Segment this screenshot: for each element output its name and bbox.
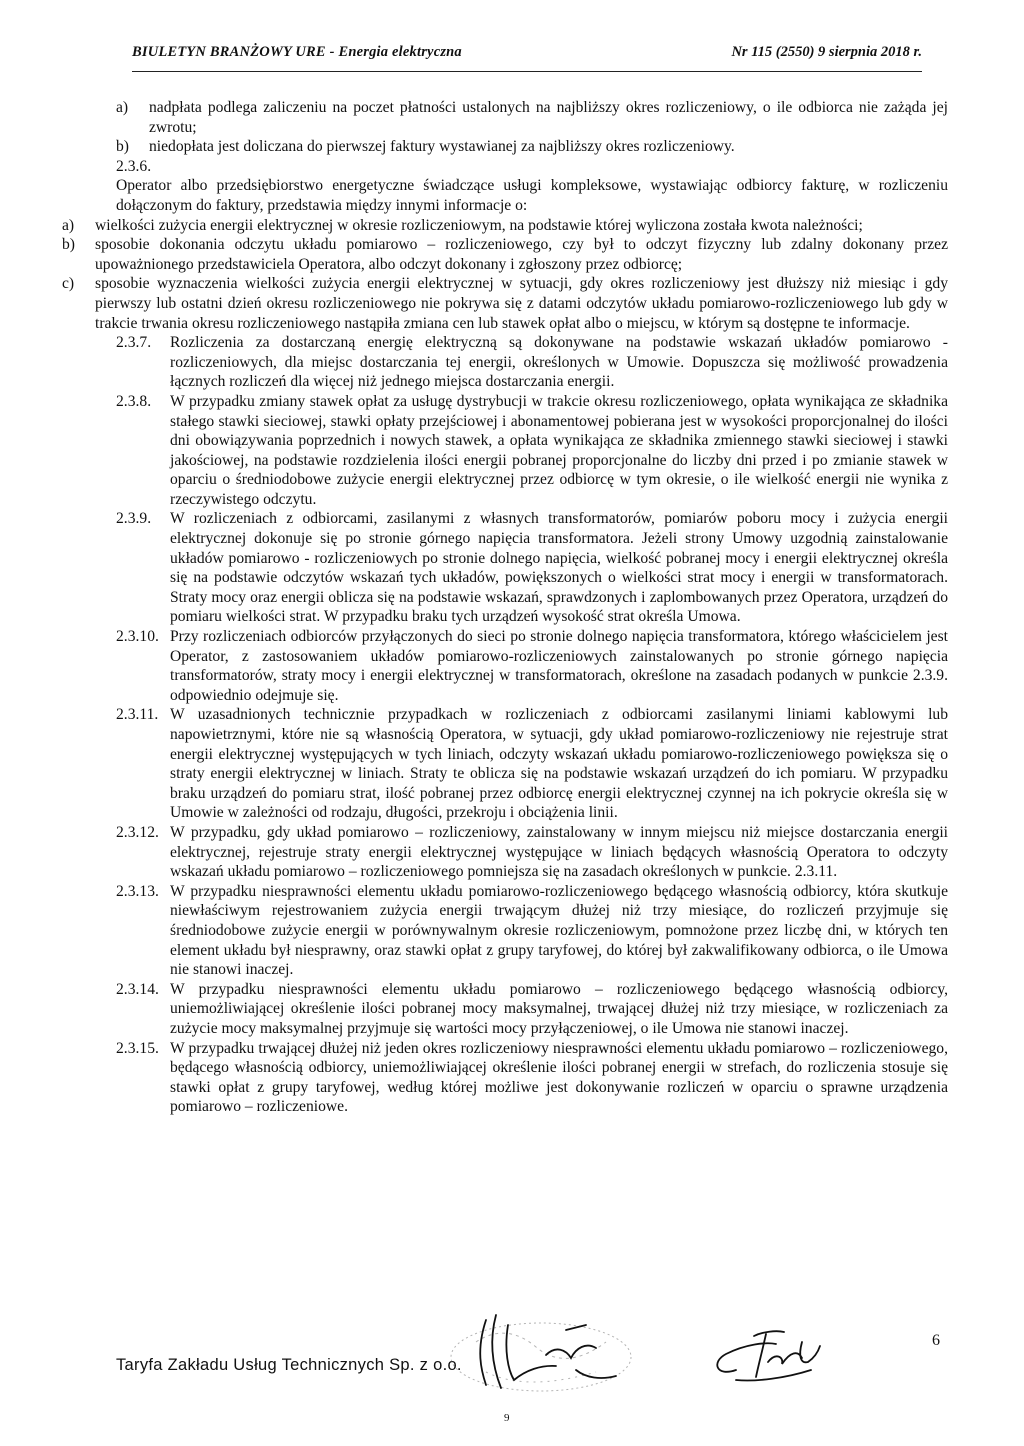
- section-paragraph: [116, 705, 948, 823]
- section-text: W przypadku niesprawności elementu układu pomiarowo – rozliczeniowego będącego własnością odbiorcy, uniemożliwiającej określenie ilości pobranej mocy maksymalnej, trwającej dłużej niż trzy miesiące, w rozliczeniach za zużycie mocy maksymalnej przyjmuje się wartości mocy przyłączeniowej, o ile Umowa nie stanowi inaczej.: [170, 980, 948, 1037]
- section-text: W przypadku niesprawności elementu układu pomiarowo-rozliczeniowego będącego własnością odbiorcy, która skutkuje niewłaściwym rejestrowaniem zużycia energii trwającym dłużej niż trzy miesiące, do rozliczeń przyjmuje się średniodobowe zużycie energii w porównywalnym okresie rozliczeniowym, pomnożone przez liczbę dni, w których ten element układu był niesprawny, oraz stawki opłat z grupy taryfowej, do której był zakwalifikowany odbiorca, o ile Umowa nie stanowi inaczej.: [170, 882, 948, 979]
- section-text: W przypadku trwającej dłużej niż jeden okres rozliczeniowy niesprawności elementu układu pomiarowo – rozliczeniowego, będącego własnością odbiorcy, uniemożliwiającej określenie ilości pobranej energii w strefach, do rozliczenia stosuje się stawki opłat z grupy taryfowej, według której możliwe jest dokonywanie rozliczeń w oparciu o sprawne urządzenia pomiarowo – rozliczeniowe.: [170, 1039, 948, 1116]
- signature-right: [706, 1322, 836, 1392]
- document-body: [62, 98, 948, 1117]
- section-body: [170, 705, 948, 823]
- section-body: [170, 627, 948, 705]
- section-paragraph: [116, 1039, 948, 1117]
- intro-list: [116, 98, 948, 157]
- section-text: Rozliczenia za dostarczaną energię elektryczną są dokonywane na podstawie wskazań układów pomiarowo - rozliczeniowych, dla miejsc dostarczania tej energii, określonych w Umowie. Dopuszcza się możliwość prowadzenia łącznych rozliczeń dla więcej niż jednego miejsca dostarczania energii.: [170, 334, 948, 391]
- header-rule: [132, 71, 922, 72]
- page-header: [132, 40, 922, 66]
- section-number: 2.3.12.: [116, 823, 159, 841]
- section-body: [170, 823, 948, 882]
- section-number: 2.3.13.: [116, 882, 159, 900]
- section-paragraph: [116, 627, 948, 705]
- section-text: W przypadku zmiany stawek opłat za usługę dystrybucji w trakcie okresu rozliczeniowego, opłata wynikająca ze składnika stałego stawki sieciowej, stawki opłaty przejściowej i abonamentowej pobierana jest w wysokości proporcjonalnej do ilości dni obowiązywania poprzednich i nowych stawek, a opłata wynikająca ze składnika zmiennego stawki sieciowej i stawki jakościowej, na podstawie rozdzielenia ilości energii pobranej proporcjonalne do liczby dni przed i po zmianie stawek w oparciu o średniodobowe zużycie energii elektrycznej przez odbiorcę w tym okresie, o ile wielkość energii nie wynika z rzeczywistego odczytu.: [170, 392, 948, 508]
- section-text: W przypadku, gdy układ pomiarowo – rozliczeniowy, zainstalowany w innym miejscu niż miejsce dostarczania energii elektrycznej, rejestruje straty energii elektrycznej występujące w liniach będących własnością Operatora to odczyty wskazań układu pomiarowo – rozliczeniowego pomniejsza się na zasadach określonych w punkcie. 2.3.11.: [170, 823, 948, 881]
- bulletin-title: BIULETYN BRANŻOWY URE - Energia elektryczna: [132, 44, 462, 60]
- list-item: [62, 216, 948, 236]
- section-text: Przy rozliczeniach odbiorców przyłączonych do sieci po stronie dolnego napięcia transformatora, którego właścicielem jest Operator, z zastosowaniem układów pomiarowo-rozliczeniowych zainstalowanych po stronie górnego napięcia transformatorów, straty mocy i energii elektrycznej w transformatorach, określone na zasadach podanych w punkcie 2.3.9. odpowiednio odejmuje się.: [170, 628, 948, 704]
- section-text: W rozliczeniach z odbiorcami, zasilanymi z własnych transformatorów, pomiarów poboru mocy i zużycia energii elektrycznej dokonuje się po stronie górnego napięcia transformatora. Jeżeli strony Umowy uzgodnią zainstalowanie układów pomiarowo - rozliczeniowych po stronie dolnego napięcia, wielkość pobranej mocy i energii elektrycznej określa się na podstawie odczytów wskazań tych układów, powiększonych o wielkości strat mocy i energii w transformatorach. Straty mocy oraz energii oblicza się na podstawie wskazań, sprawdzonych i zaplombowanych przez Operatora, urządzeń do pomiaru wielkości strat. W przypadku braku tych urządzeń wysokość strat określa Umowa.: [170, 510, 948, 626]
- section-number: 2.3.9.: [116, 510, 152, 528]
- page-footer: [116, 1332, 948, 1424]
- list-item: [62, 274, 948, 333]
- list-item-label: a): [62, 216, 75, 234]
- list-item-label: b): [116, 138, 129, 156]
- section-body: [62, 176, 948, 333]
- list-item-label: a): [116, 99, 129, 116]
- section-paragraph: [116, 823, 948, 882]
- section-text: W uzasadnionych technicznie przypadkach w rozliczeniach z odbiorcami zasilanymi liniami kablowymi lub napowietrznymi, które nie są własnością Operatora, w sytuacji, gdy układ pomiarowo-rozliczeniowy nie rejestruje strat energii elektrycznej występujących w tych liniach, odczyty wskazań układu pomiarowo-rozliczeniowego powiększa się o straty energii elektrycznej w liniach. Straty te oblicza się na podstawie wskazań urządzeń do ich pomiaru. W przypadku braku urządzeń do pomiaru strat, ilość pobranej przez odbiorcę energii elektrycznej czynnej na ich pokrycie określa się w Umowie w zależności od rodzaju, długości, przekroju i obciążenia linii.: [170, 706, 948, 822]
- section-paragraph: [62, 157, 948, 333]
- section-body: [170, 392, 948, 510]
- list-item-text: niedopłata jest doliczana do pierwszej faktury wystawianej za najbliższy okres rozliczeniowy.: [149, 138, 735, 156]
- list-item-label: c): [62, 275, 75, 293]
- section-body: [170, 980, 948, 1039]
- list-item-text: sposobie wyznaczenia wielkości zużycia energii elektrycznej w sytuacji, gdy okres rozliczeniowy jest dłuższy niż miesiąc i gdy pierwszy lub ostatni dzień okresu rozliczeniowego nie pokrywa się z datami odczytów układu pomiarowo-rozliczeniowego lub gdy w trakcie trwania okresu rozliczeniowego nastąpiła zmiana cen lub stawek opłat albo o miejscu, w którym są dostępne te informacje.: [95, 275, 948, 332]
- list-item-text: sposobie dokonania odczytu układu pomiarowo – rozliczeniowego, czy był to odczyt fizyczny lub zdalny dokonany przez upoważnionego przedstawiciela Operatora, albo odczyt dokonany i zgłoszony przez odbiorcę;: [95, 236, 948, 273]
- section-number: 2.3.10.: [116, 628, 159, 646]
- signature-middle: [446, 1300, 626, 1400]
- section-text: Operator albo przedsiębiorstwo energetyczne świadczące usługi kompleksowe, wystawiając odbiorcy fakturę, w rozliczeniu dołączonym do faktury, przedstawia między innymi informacje o:: [116, 177, 948, 214]
- list-item: [62, 235, 948, 274]
- section-number: 2.3.14.: [116, 980, 159, 998]
- list-item: [116, 98, 948, 137]
- sections-list: [62, 157, 948, 1117]
- list-item: [116, 137, 948, 157]
- section-number: 2.3.6.: [116, 157, 152, 175]
- section-sublist: [62, 216, 948, 334]
- section-paragraph: [116, 980, 948, 1039]
- footer-company-text: Taryfa Zakładu Usług Technicznych Sp. z o.o.: [116, 1356, 462, 1374]
- section-number: 2.3.11.: [116, 706, 159, 724]
- section-paragraph: [116, 882, 948, 980]
- section-body: [170, 509, 948, 627]
- section-paragraph: [116, 392, 948, 510]
- page-number: 6: [932, 1332, 940, 1349]
- list-item-text: wielkości zużycia energii elektrycznej w okresie rozliczeniowym, na podstawie której wyliczona została kwota należności;: [95, 216, 863, 234]
- list-item-text: nadpłata podlega zaliczeniu na poczet płatności ustalonych na najbliższy okres rozliczeniowy, o ile odbiorca nie zażąda jej zwrotu;: [149, 99, 948, 136]
- section-body: [170, 333, 948, 392]
- section-number: 2.3.8.: [116, 392, 152, 410]
- issue-number-date: Nr 115 (2550) 9 sierpnia 2018 r.: [731, 44, 922, 60]
- footer-small-number: 9: [504, 1412, 510, 1424]
- section-number: 2.3.7.: [116, 334, 152, 352]
- section-paragraph: [116, 333, 948, 392]
- section-number: 2.3.15.: [116, 1039, 159, 1057]
- section-paragraph: [116, 509, 948, 627]
- section-body: [170, 882, 948, 980]
- section-body: [170, 1039, 948, 1117]
- list-item-label: b): [62, 236, 75, 254]
